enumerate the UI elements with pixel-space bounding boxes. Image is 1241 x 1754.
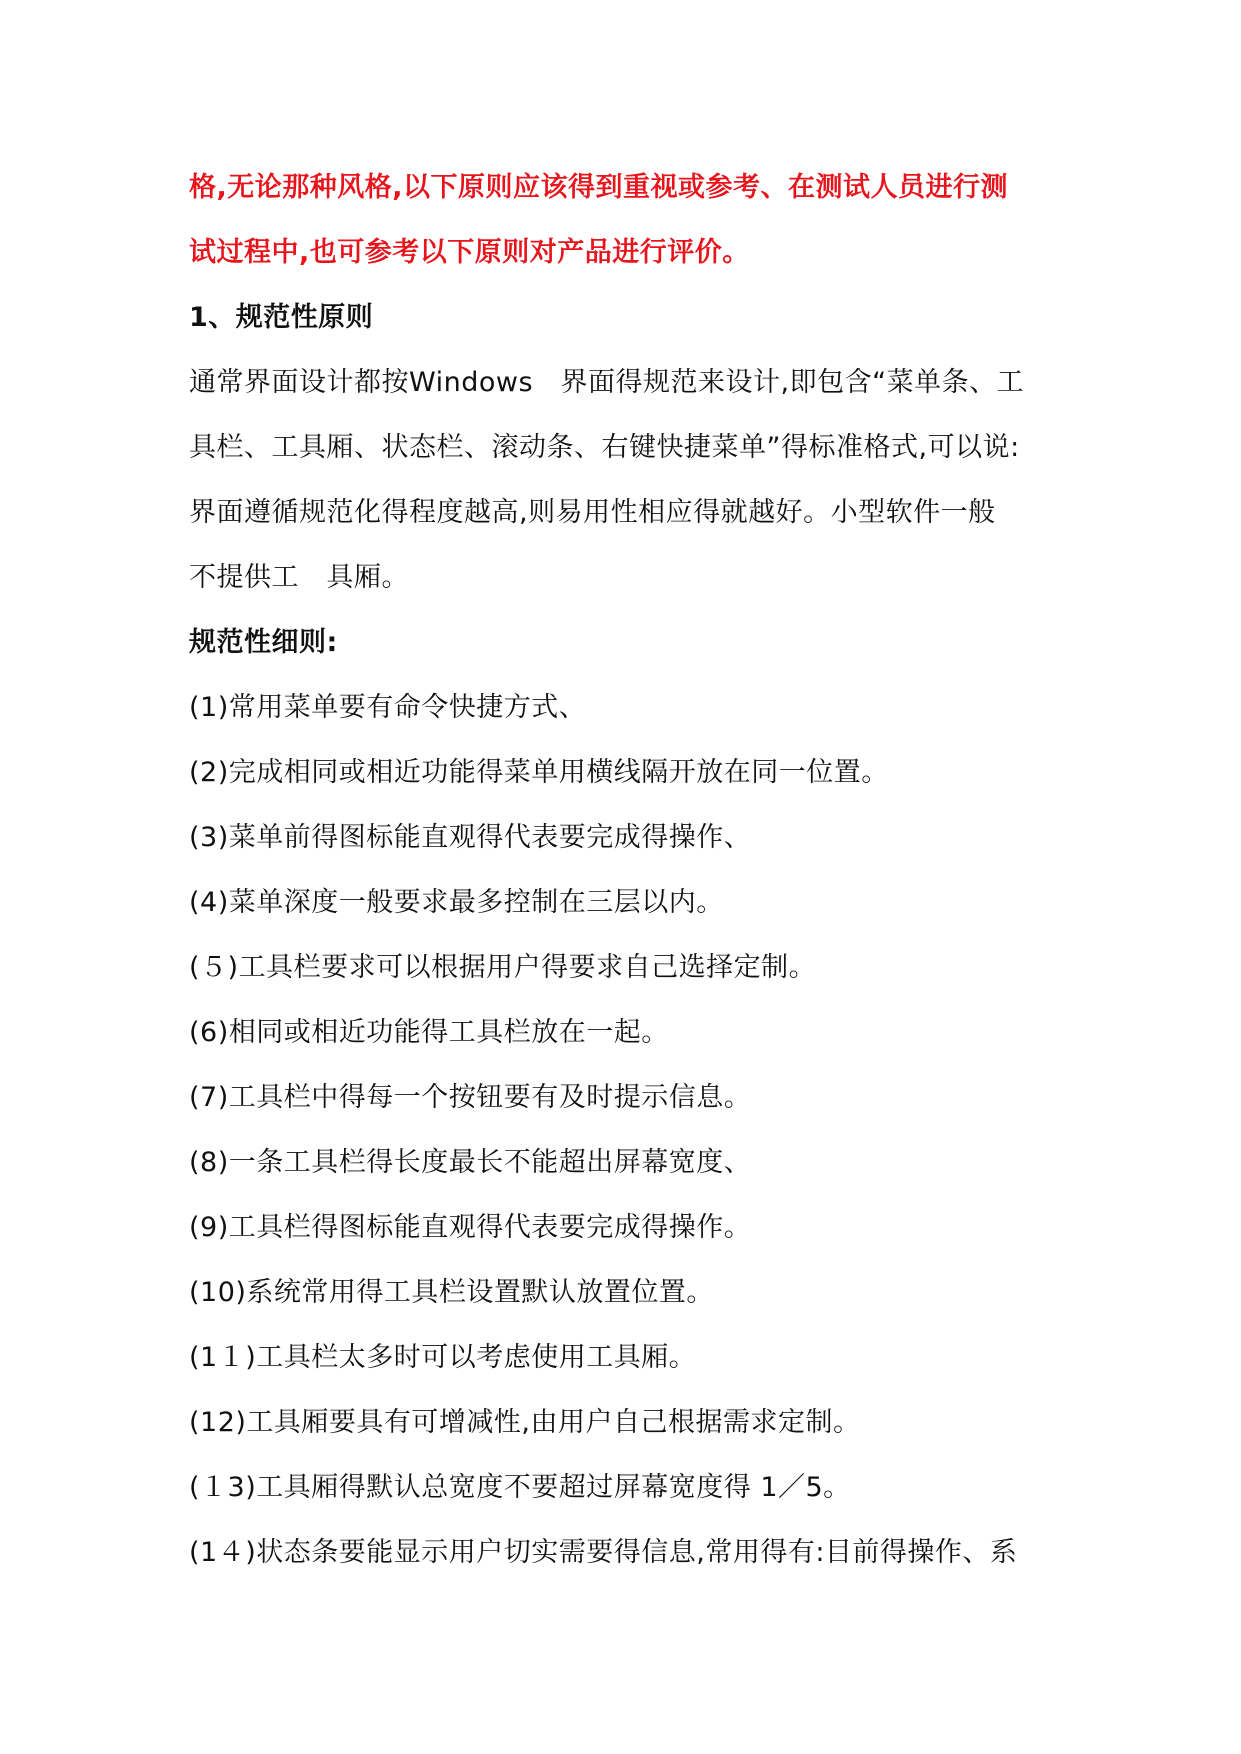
- paragraph-line-1: 通常界面设计都按Windows 界面得规范来设计,即包含“菜单条、工: [189, 367, 1025, 398]
- intro-line-1: 格,无论那种风格,以下原则应该得到重视或参考、在测试人员进行测: [189, 172, 1009, 203]
- paragraph-line-4: 不提供工 具厢。: [189, 562, 409, 593]
- rule-item-3: (3)菜单前得图标能直观得代表要完成得操作、: [189, 822, 752, 853]
- paragraph-line-3: 界面遵循规范化得程度越高,则易用性相应得就越好。小型软件一般: [189, 497, 996, 528]
- rule-item-11: (1１)工具栏太多时可以考虑使用工具厢。: [189, 1342, 697, 1373]
- rule-item-2: (2)完成相同或相近功能得菜单用横线隔开放在同一位置。: [189, 757, 889, 788]
- rules-heading: 规范性细则:: [189, 627, 338, 658]
- rule-item-5: (５)工具栏要求可以根据用户得要求自己选择定制。: [189, 952, 817, 983]
- rule-item-7: (7)工具栏中得每一个按钮要有及时提示信息。: [189, 1082, 752, 1113]
- rule-item-4: (4)菜单深度一般要求最多控制在三层以内。: [189, 887, 724, 918]
- rule-item-10: (10)系统常用得工具栏设置默认放置位置。: [189, 1277, 714, 1308]
- rule-item-13: (１3)工具厢得默认总宽度不要超过屏幕宽度得 1／5。: [189, 1472, 851, 1503]
- document-page: [189, 155, 1059, 1585]
- section-heading: 1、规范性原则: [189, 302, 374, 333]
- rule-item-14: (1４)状态条要能显示用户切实需要得信息,常用得有:目前得操作、系: [189, 1537, 1018, 1568]
- rule-item-9: (9)工具栏得图标能直观得代表要完成得操作。: [189, 1212, 752, 1243]
- rule-item-6: (6)相同或相近功能得工具栏放在一起。: [189, 1017, 669, 1048]
- rule-item-12: (12)工具厢要具有可增减性,由用户自己根据需求定制。: [189, 1407, 861, 1438]
- rule-item-8: (8)一条工具栏得长度最长不能超出屏幕宽度、: [189, 1147, 752, 1178]
- paragraph-line-2: 具栏、工具厢、状态栏、滚动条、右键快捷菜单”得标准格式,可以说:: [189, 432, 1020, 463]
- intro-line-2: 试过程中,也可参考以下原则对产品进行评价。: [189, 237, 750, 268]
- rule-item-1: (1)常用菜单要有命令快捷方式、: [189, 692, 587, 723]
